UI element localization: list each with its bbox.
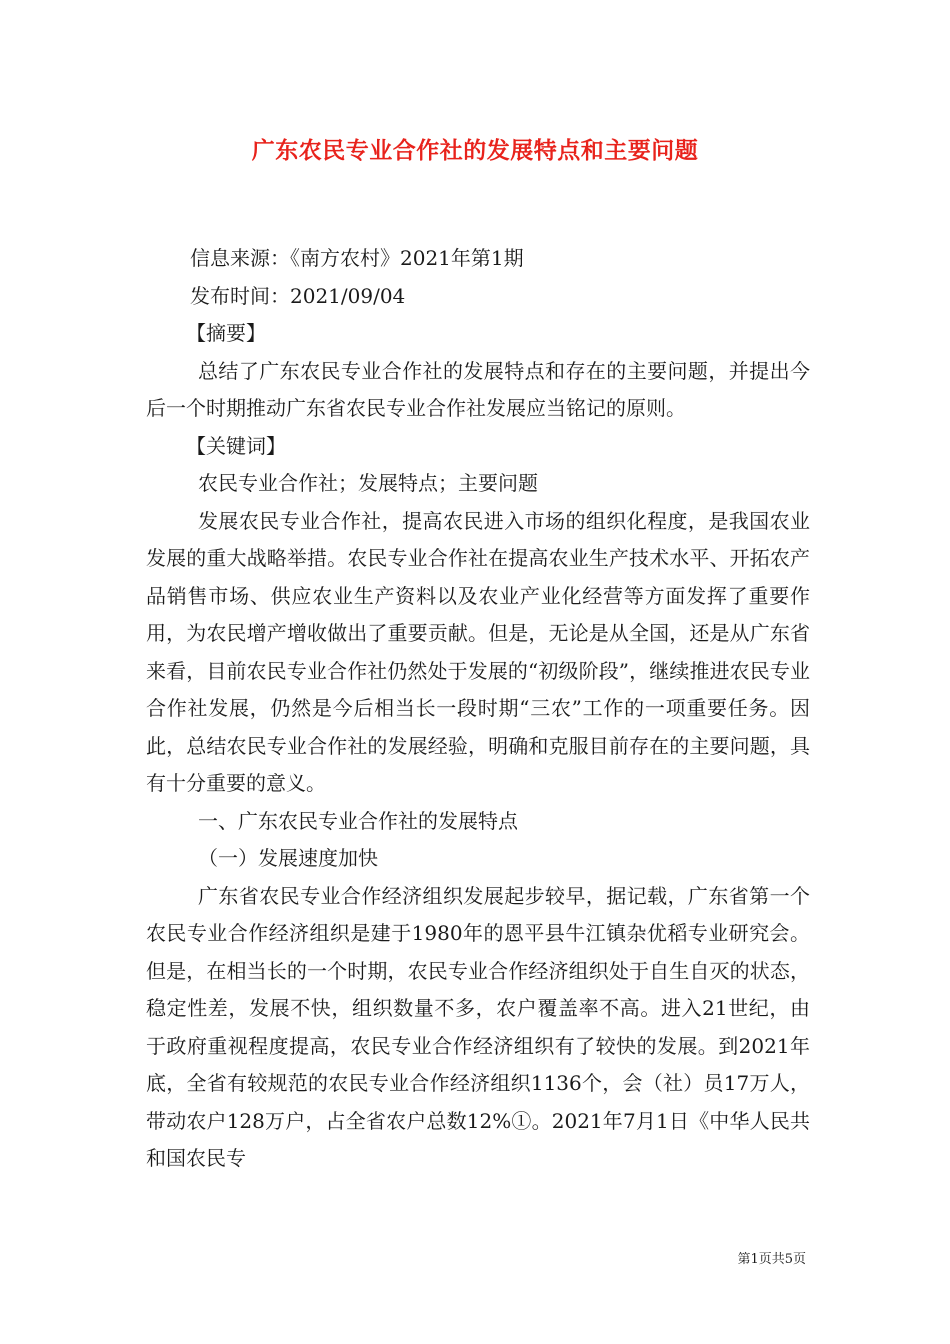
keywords-heading: 【关键词】	[186, 433, 286, 458]
document-title: 广东农民专业合作社的发展特点和主要问题	[251, 137, 699, 164]
source-line: 信息来源：《南方农村》2021年第1期	[190, 246, 524, 270]
document-body	[146, 240, 810, 1178]
abstract-paragraph: 总结了广东农民专业合作社的发展特点和存在的主要问题，并提出今后一个时期推动广东省农民专业合作社发展应当铭记的原则。	[146, 358, 810, 420]
section-heading: 一、广东农民专业合作社的发展特点	[198, 808, 518, 833]
keywords-line: 农民专业合作社；发展特点；主要问题	[198, 471, 538, 495]
page-number: 第1页共5页	[737, 1252, 806, 1267]
subsection-heading: （一）发展速度加快	[198, 846, 378, 870]
abstract-heading: 【摘要】	[186, 321, 266, 345]
subsection-paragraph: 广东省农民专业合作经济组织发展起步较早，据记载，广东省第一个农民专业合作经济组织是建于1980年的恩平县牛江镇杂优稻专业研究会。但是，在相当长的一个时期，农民专业合作经济组织处于自生自灭的状态，稳定性差，发展不快，组织数量不多，农户覆盖率不高。进入21世纪，由于政府重视程度提高，农民专业合作经济组织有了较快的发展。到2021年底，全省有较规范的农民专业合作经济组织1136个，会（社）员17万人，带动农户128万户，占全省农户总数12%①。2021年7月1日《中华人民共和国农民专	[146, 883, 810, 1170]
intro-paragraph: 发展农民专业合作社，提高农民进入市场的组织化程度，是我国农业发展的重大战略举措。农民专业合作社在提高农业生产技术水平、开拓农产品销售市场、供应农业生产资料以及农业产业化经营等方面发挥了重要作用，为农民增产增收做出了重要贡献。但是，无论是从全国，还是从广东省来看，目前农民专业合作社仍然处于发展的“初级阶段”，继续推进农民专业合作社发展，仍然是今后相当长一段时期“三农”工作的一项重要任务。因此，总结农民专业合作社的发展经验，明确和克服目前存在的主要问题，具有十分重要的意义。	[146, 508, 810, 795]
publish-date-line: 发布时间：2021/09/04	[190, 283, 406, 308]
